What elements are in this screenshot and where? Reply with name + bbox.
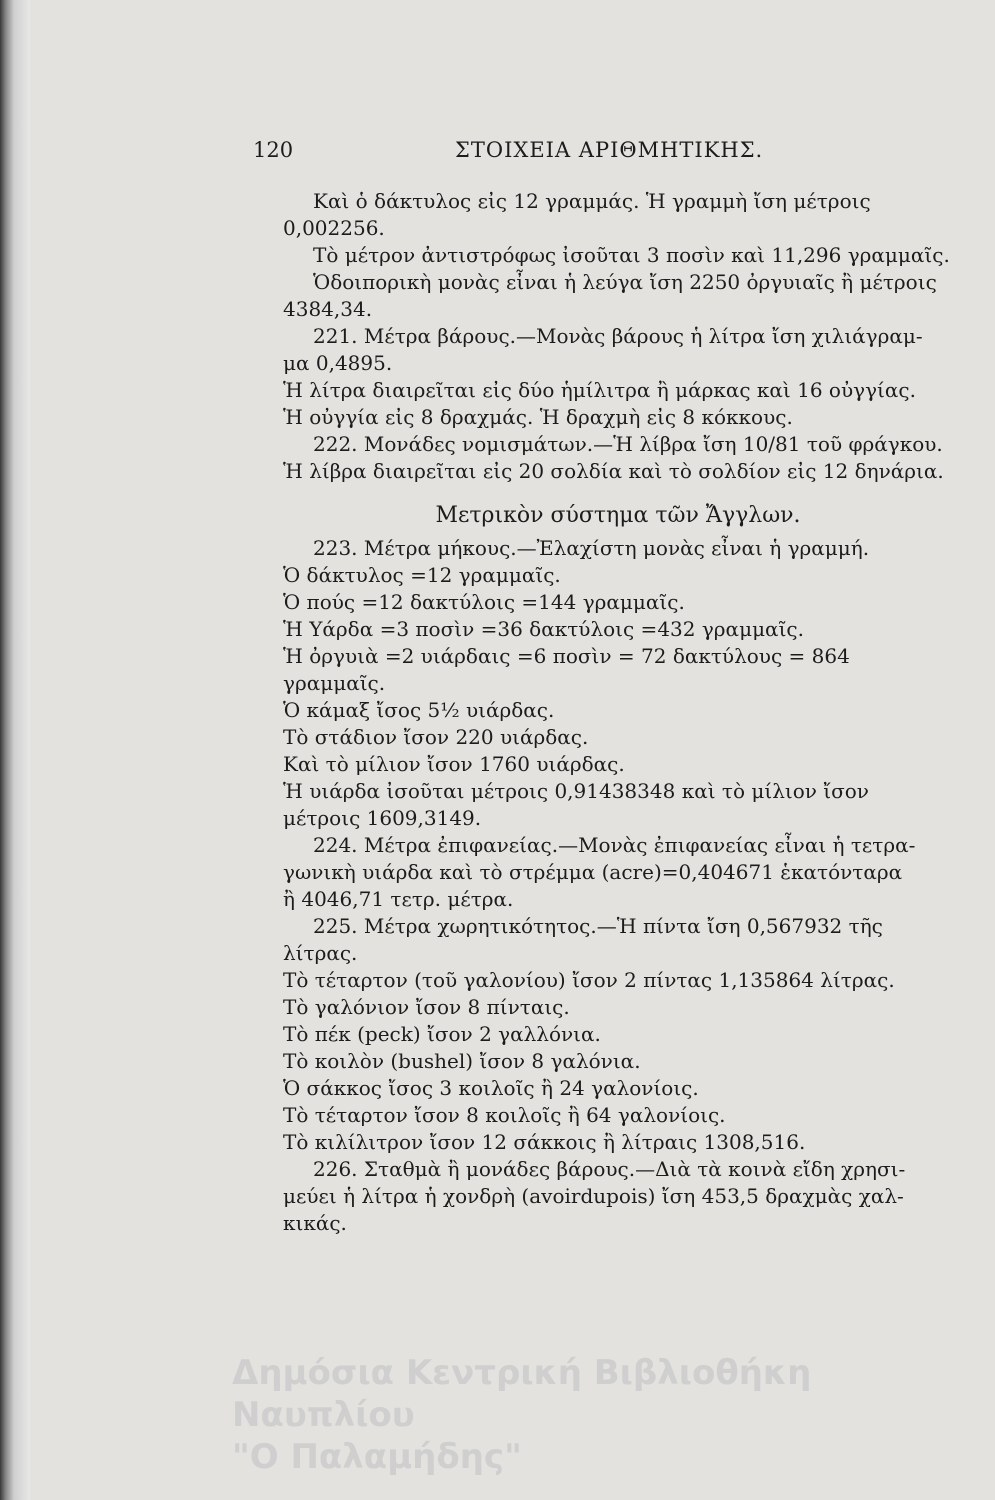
text-line: Ὁ πούς =12 δακτύλοις =144 γραμμαῖς. [283, 590, 685, 614]
text-line: 0,002256. [283, 216, 385, 240]
text-line: Ὁ δάκτυλος =12 γραμμαῖς. [283, 563, 561, 587]
text-line: ἢ 4046,71 τετρ. μέτρα. [283, 887, 514, 911]
text-line: Τὸ τέταρτον ἴσον 8 κοιλοῖς ἢ 64 γαλονίοις. [283, 1103, 726, 1127]
section-heading: Μετρικὸν σύστημα τῶν Ἄγγλων. [435, 503, 801, 528]
text-line: Ὁ σάκκος ἴσος 3 κοιλοῖς ἢ 24 γαλονίοις. [283, 1076, 699, 1100]
text-line: Τὸ κιλίλιτρον ἴσον 12 σάκκοις ἢ λίτραις 1308,516. [283, 1130, 806, 1154]
text-line: 4384,34. [283, 297, 373, 321]
text-line: 223. Μέτρα μήκους.—Ἐλαχίστη μονὰς εἶναι ἡ γραμμή. [313, 536, 870, 560]
text-line: Τὸ στάδιον ἴσον 220 υιάρδας. [283, 725, 589, 749]
text-line: Τὸ κοιλὸν (bushel) ἴσον 8 γαλόνια. [283, 1049, 641, 1073]
page-header [253, 138, 953, 168]
text-line: Τὸ μέτρον ἀντιστρόφως ἰσοῦται 3 ποσὶν καὶ 11,296 γραμμαῖς. [313, 243, 950, 267]
text-line: 226. Σταθμὰ ἢ μονάδες βάρους.—Διὰ τὰ κοινὰ εἴδη χρησι- [313, 1157, 906, 1181]
text-line: γωνικὴ υιάρδα καὶ τὸ στρέμμα (acre)=0,404671 ἑκατόνταρα [283, 860, 903, 884]
text-line: Τὸ τέταρτον (τοῦ γαλονίου) ἴσον 2 πίντας 1,135864 λίτρας. [283, 968, 895, 992]
text-line: 222. Μονάδες νομισμάτων.—Ἡ λίβρα ἴση 10/81 τοῦ φράγκου. [313, 432, 943, 456]
watermark-line: "Ο Παλαμήδης" [232, 1437, 522, 1477]
text-line: Ἡ υιάρδα ἰσοῦται μέτροις 0,91438348 καὶ τὸ μίλιον ἴσον [283, 779, 869, 803]
text-line: 221. Μέτρα βάρους.—Μονὰς βάρους ἡ λίτρα ἴση χιλιάγραμ- [313, 324, 923, 348]
text-line: 225. Μέτρα χωρητικότητος.—Ἡ πίντα ἴση 0,567932 τῆς [313, 914, 883, 938]
page-number: 120 [253, 138, 294, 162]
text-line: Ἡ λίτρα διαιρεῖται εἰς δύο ἡμίλιτρα ἢ μάρκας καὶ 16 οὐγγίας. [283, 378, 916, 402]
text-line: μέτροις 1609,3149. [283, 806, 482, 830]
text-line: γραμμαῖς. [283, 671, 386, 695]
text-line: Τὸ γαλόνιον ἴσον 8 πίνταις. [283, 995, 570, 1019]
page-edge-shadow [0, 0, 30, 1500]
text-line: Καὶ τὸ μίλιον ἴσον 1760 υιάρδας. [283, 752, 625, 776]
text-line: Ἡ οὐγγία εἰς 8 δραχμάς. Ἡ δραχμὴ εἰς 8 κόκκους. [283, 405, 793, 429]
text-line: Ἡ λίβρα διαιρεῖται εἰς 20 σολδία καὶ τὸ σολδίον εἰς 12 δηνάρια. [283, 459, 944, 483]
text-line: κικάς. [283, 1211, 347, 1235]
text-line: Ἡ ὀργυιὰ =2 υιάρδαις =6 ποσὶν = 72 δακτύλους = 864 [283, 644, 850, 668]
text-line: Ὁδοιπορικὴ μονὰς εἶναι ἡ λεύγα ἴση 2250 ὀργυιαῖς ἢ μέτροις [313, 270, 937, 294]
text-line: μα 0,4895. [283, 351, 393, 375]
watermark-line: Δημόσια Κεντρική Βιβλιοθήκη Ναυπλίου [232, 1353, 812, 1435]
body-text [283, 188, 953, 1237]
text-line: μεύει ἡ λίτρα ἡ χονδρὴ (avoirdupois) ἴση 453,5 δραχμὰς χαλ- [283, 1184, 904, 1208]
library-watermark [232, 1352, 972, 1478]
text-line: Ἡ Υάρδα =3 ποσὶν =36 δακτύλοις =432 γραμμαῖς. [283, 617, 804, 641]
running-title: ΣΤΟΙΧΕΙΑ ΑΡΙΘΜΗΤΙΚΗΣ. [455, 138, 764, 162]
text-line: Τὸ πέκ (peck) ἴσον 2 γαλλόνια. [283, 1022, 601, 1046]
text-line: Ὁ κάμαξ ἴσος 5½ υιάρδας. [283, 698, 555, 722]
text-line: 224. Μέτρα ἐπιφανείας.—Μονὰς ἐπιφανείας εἶναι ἡ τετρα- [313, 833, 916, 857]
text-line: λίτρας. [283, 941, 358, 965]
text-line: Καὶ ὁ δάκτυλος εἰς 12 γραμμάς. Ἡ γραμμὴ ἴση μέτροις [313, 189, 871, 213]
